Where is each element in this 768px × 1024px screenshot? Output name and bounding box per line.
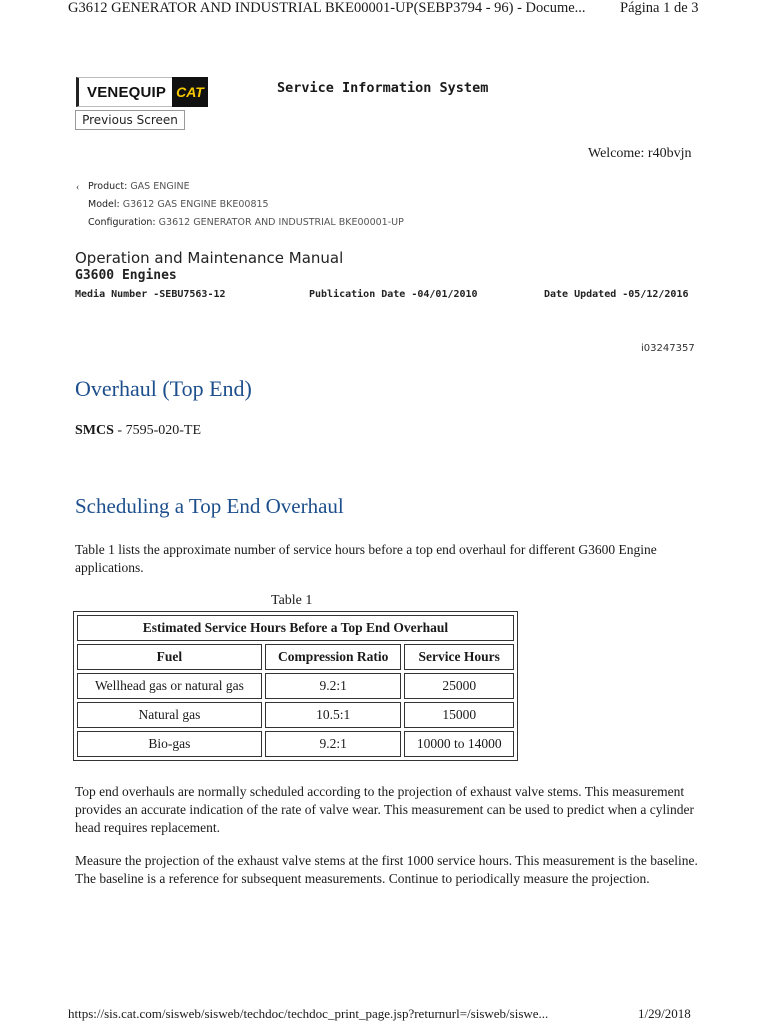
cell-service-hours: 15000 [404,702,514,728]
table-header-row [77,644,514,670]
cell-fuel: Bio-gas [77,731,262,757]
model-value: G3612 GAS ENGINE BKE00815 [122,199,269,210]
cell-compression-ratio: 9.2:1 [265,673,402,699]
welcome-message: Welcome: r40bvjn [588,146,692,161]
table-title: Estimated Service Hours Before a Top End Overhaul [77,615,514,641]
header-service-hours: Service Hours [404,644,514,670]
product-label: Product: [88,181,128,192]
table-row [77,731,514,757]
body-paragraph-1: Top end overhauls are normally scheduled according to the projection of exhaust valve stems. This measurement provides an accurate indication of the rate of valve wear. This measurement can be used to predict when a cylinder head requires replacement. [75,784,695,835]
publication-date: Publication Date -04/01/2010 [309,289,478,300]
model-row [88,199,269,210]
manual-title: Operation and Maintenance Manual [75,249,344,267]
intro-paragraph: Table 1 lists the approximate number of service hours before a top end overhaul for different G3600 Engine applications. [75,542,657,575]
table-caption: Table 1 [271,593,313,608]
system-title: Service Information System [277,80,489,96]
service-hours-table [73,611,518,761]
cell-service-hours: 25000 [404,673,514,699]
cell-fuel: Natural gas [77,702,262,728]
table-row [77,673,514,699]
header-compression-ratio: Compression Ratio [265,644,402,670]
document-id: i03247357 [641,343,695,354]
manual-subtitle: G3600 Engines [75,268,177,283]
dealer-logo-text: VENEQUIP [76,77,172,107]
page-indicator: Página 1 de 3 [620,0,699,16]
product-row [88,181,190,192]
product-value: GAS ENGINE [130,181,190,192]
page-header-title: G3612 GENERATOR AND INDUSTRIAL BKE00001-UP(SEBP3794 - 96) - Docume... [68,0,586,16]
smcs-code [75,423,201,439]
table-title-row [77,615,514,641]
cat-logo-text: CAT [172,77,208,107]
date-updated: Date Updated -05/12/2016 [544,289,689,300]
smcs-value: - 7595-020-TE [113,423,201,438]
cell-service-hours: 10000 to 14000 [404,731,514,757]
cell-compression-ratio: 10.5:1 [265,702,402,728]
table-row [77,702,514,728]
header-fuel: Fuel [77,644,262,670]
configuration-value: G3612 GENERATOR AND INDUSTRIAL BKE00001-UP [158,217,404,228]
venequip-cat-logo [76,77,208,107]
footer-date: 1/29/2018 [638,1006,691,1021]
previous-screen-button[interactable]: Previous Screen [75,110,185,130]
model-label: Model: [88,199,120,210]
cell-compression-ratio: 9.2:1 [265,731,402,757]
media-number: Media Number -SEBU7563-12 [75,289,226,300]
footer-url: https://sis.cat.com/sisweb/sisweb/techdoc/techdoc_print_page.jsp?returnurl=/sisweb/siswe... [68,1006,549,1021]
chevron-left-icon[interactable]: ‹ [76,182,80,193]
body-paragraph-2: Measure the projection of the exhaust valve stems at the first 1000 service hours. This measurement is the baseline. The baseline is a reference for subsequent measurements. Continue to periodically measure the projection. [75,853,698,886]
configuration-label: Configuration: [88,217,156,228]
section-heading: Scheduling a Top End Overhaul [75,494,344,518]
cell-fuel: Wellhead gas or natural gas [77,673,262,699]
smcs-label: SMCS [75,423,114,438]
page-title: Overhaul (Top End) [75,376,252,401]
configuration-row [88,217,404,228]
